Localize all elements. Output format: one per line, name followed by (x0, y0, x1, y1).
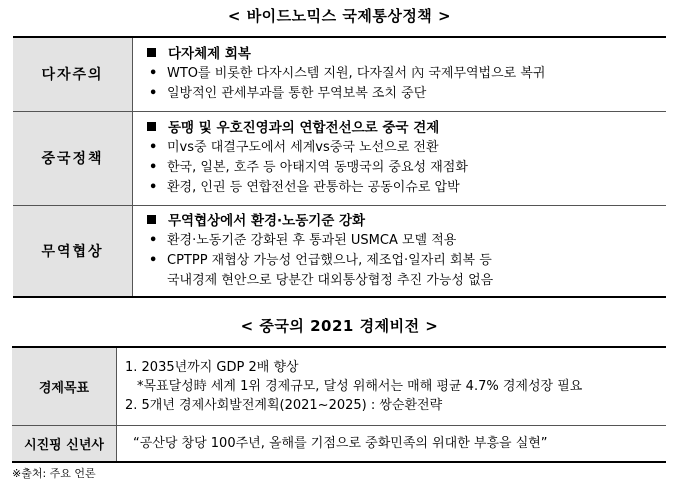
bullet-dot-icon: • (149, 140, 158, 155)
bullet-dot-icon: • (149, 66, 158, 82)
list-item: • 한국, 일본, 호주 등 아태지역 동맹국의 중요성 재점화 (141, 158, 660, 178)
row-heading: 동맹 및 우호진영과의 연합전선으로 중국 견제 (141, 118, 660, 138)
china-vision-table (12, 346, 666, 463)
bullet-dot-icon: • (149, 232, 158, 248)
source-note: ※출처: 주요 언론 (12, 467, 96, 480)
table-row (12, 425, 666, 462)
row-label-new-year-speech: 시진핑 신년사 (12, 425, 117, 462)
row-content (133, 205, 667, 297)
bullet-dot-icon: • (149, 252, 158, 268)
bullet-dot-icon: • (149, 180, 158, 195)
row-content (133, 37, 667, 111)
list-item: • 환경, 인권 등 연합전선을 관통하는 공동이슈로 압박 (141, 178, 660, 198)
row-label-multilateralism: 다자주의 (13, 37, 133, 111)
row-label-trade-negotiation: 무역협상 (13, 205, 133, 297)
speech-quote: “공산당 창당 100주년, 올해를 기점으로 중화민족의 위대한 부흥을 실현” (133, 435, 548, 451)
row-content (133, 111, 667, 205)
goal-line: 2. 5개년 경제사회발전계획(2021~2025) : 쌍순환전략 (125, 397, 443, 413)
row-label-economic-goal: 경제목표 (12, 347, 117, 425)
goal-note: *목표달성時 세계 1위 경제규모, 달성 위해서는 매해 평균 4.7% 경제성장 필요 (137, 378, 583, 394)
trade-policy-table (13, 36, 666, 298)
list-item: • CPTPP 재협상 가능성 언급했으나, 제조업·일자리 회복 등 국내경제 현안으로 당분간 대외통상협정 추진 가능성 없음 (149, 252, 494, 288)
table-row (13, 37, 666, 111)
table-row (12, 347, 666, 425)
row-heading: 무역협상에서 환경·노동기준 강화 (141, 211, 660, 231)
list-item: • 미vs중 대결구도에서 세계vs중국 노선으로 전환 (141, 138, 660, 158)
row-heading: 다자체제 회복 (141, 44, 660, 64)
table-row (13, 205, 666, 297)
section-title-bidenomics: < 바이드노믹스 국제통상정책 > (227, 7, 452, 25)
section-title-china-vision: < 중국의 2021 경제비전 > (240, 317, 439, 335)
goal-line: 1. 2035년까지 GDP 2배 향상 (125, 359, 299, 375)
row-label-china-policy: 중국정책 (13, 111, 133, 205)
row-content (117, 425, 667, 462)
square-bullet-icon (147, 215, 156, 224)
list-item: • WTO를 비롯한 다자시스템 지원, 다자질서 內 국제무역법으로 복귀 (141, 64, 660, 84)
list-item: • 일방적인 관세부과를 통한 무역보복 조치 중단 (141, 84, 660, 104)
row-content (117, 347, 667, 425)
square-bullet-icon (147, 48, 156, 57)
table-row (13, 111, 666, 205)
square-bullet-icon (147, 122, 156, 131)
list-item: • 환경·노동기준 강화된 후 통과된 USMCA 모델 적용 (141, 231, 660, 251)
bullet-dot-icon: • (149, 86, 158, 102)
bullet-dot-icon: • (149, 160, 158, 175)
